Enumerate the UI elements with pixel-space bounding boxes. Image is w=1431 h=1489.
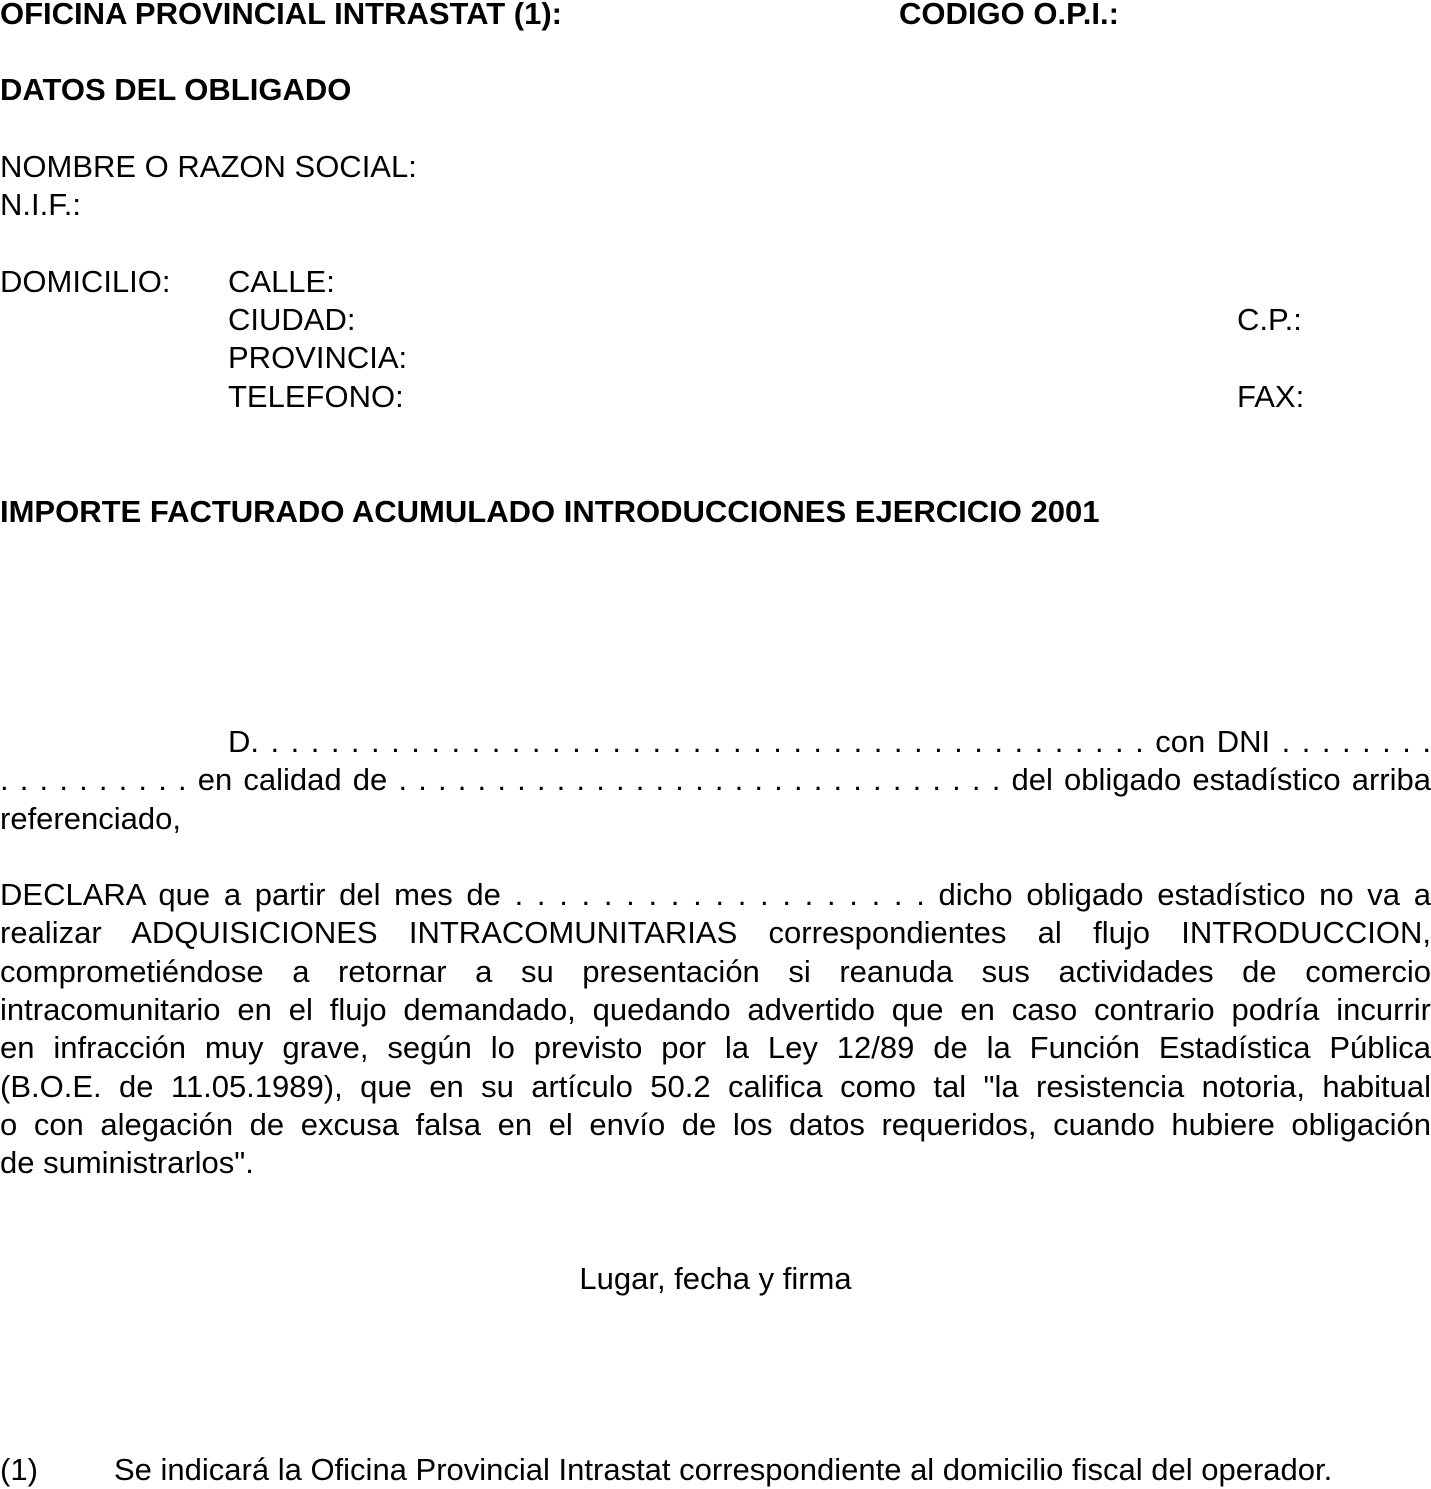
declaration-line: de suministrarlos". <box>0 1145 254 1180</box>
domicilio-label: DOMICILIO: <box>0 264 171 299</box>
declarant-line: . . . . . . . . . . en calidad de . . . . . . . . . . . . . . . . . . . . . . . . . . . . . . . del obligado estadístico arriba <box>0 762 1431 797</box>
importe-title: IMPORTE FACTURADO ACUMULADO INTRODUCCIONES EJERCICIO 2001 <box>0 494 1100 529</box>
signature-label: Lugar, fecha y firma <box>579 1261 852 1296</box>
nif-label: N.I.F.: <box>0 187 81 222</box>
declarant-line: D. . . . . . . . . . . . . . . . . . . . . . . . . . . . . . . . . . . . . . . . . . . . . con DNI . . . . . . . . <box>228 724 1431 759</box>
declaration-line: (B.O.E. de 11.05.1989), que en su artículo 50.2 califica como tal "la resistencia notoria, habitual <box>0 1069 1431 1104</box>
office-label: OFICINA PROVINCIAL INTRASTAT (1): <box>0 0 562 31</box>
declaration-line: en infracción muy grave, según lo previsto por la Ley 12/89 de la Función Estadística Pública <box>0 1030 1431 1065</box>
declaration-line: o con alegación de excusa falsa en el envío de los datos requeridos, cuando hubiere obligación <box>0 1107 1431 1142</box>
declaration-line: DECLARA que a partir del mes de . . . . . . . . . . . . . . . . . . . dicho obligado estadístico no va a <box>0 877 1431 912</box>
ciudad-label: CIUDAD: <box>228 302 356 337</box>
declarant-line: referenciado, <box>0 801 181 836</box>
fax-label: FAX: <box>1237 379 1305 414</box>
opi-code-label: CODIGO O.P.I.: <box>899 0 1119 31</box>
telefono-label: TELEFONO: <box>228 379 404 414</box>
calle-label: CALLE: <box>228 264 335 299</box>
footnote-marker: (1) <box>0 1452 38 1487</box>
declaration-line: intracomunitario en el flujo demandado, quedando advertido que en caso contrario podría incurrir <box>0 992 1431 1027</box>
declaration-line: realizar ADQUISICIONES INTRACOMUNITARIAS correspondientes al flujo INTRODUCCION, <box>0 915 1431 950</box>
provincia-label: PROVINCIA: <box>228 340 408 375</box>
cp-label: C.P.: <box>1237 302 1302 337</box>
declaration-line: comprometiéndose a retornar a su presentación si reanuda sus actividades de comercio <box>0 954 1431 989</box>
name-label: NOMBRE O RAZON SOCIAL: <box>0 149 417 184</box>
section-title-datos-obligado: DATOS DEL OBLIGADO <box>0 72 352 107</box>
footnote-text: Se indicará la Oficina Provincial Intrastat correspondiente al domicilio fiscal del operador. <box>114 1452 1333 1487</box>
